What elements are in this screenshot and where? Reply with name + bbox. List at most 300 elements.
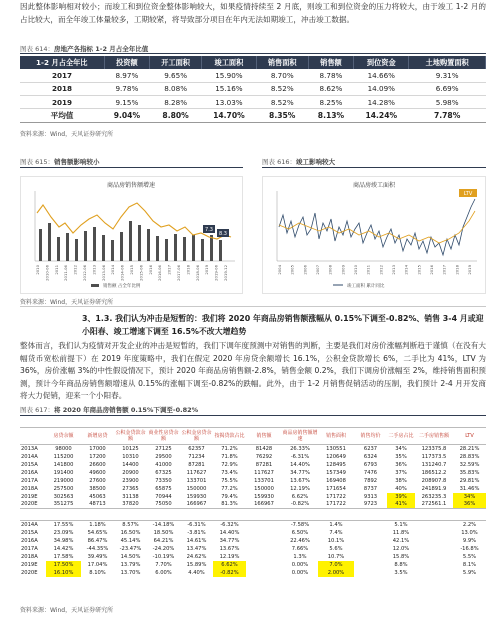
table-cell: 34% [453, 493, 486, 501]
figure-615-chart [20, 176, 243, 294]
x-tick-label: 2015 [129, 265, 134, 275]
table-cell: 131240.7 [421, 461, 447, 468]
table-cell [246, 553, 282, 561]
table-cell: 133701 [186, 477, 207, 484]
table-cell: 36% [395, 461, 407, 468]
table-cell: 39.49% [87, 553, 108, 560]
table-cell: 17.04% [87, 561, 108, 568]
bar [75, 239, 78, 261]
table-cell: 49600 [89, 469, 106, 476]
table-row [20, 96, 486, 109]
table-cell [415, 561, 453, 569]
table-cell: -6.31% [187, 521, 206, 528]
table-cell: 17.55% [53, 521, 74, 528]
table-row [20, 553, 486, 561]
table-cell: 9.31% [409, 69, 486, 82]
table-cell [354, 569, 387, 577]
table-cell: 29500 [155, 453, 172, 460]
table-cell: 1.4% [329, 521, 343, 528]
table-cell: 20900 [122, 469, 139, 476]
table-cell: 13.79% [120, 561, 141, 568]
table-cell [246, 529, 282, 537]
table-cell: 22.46% [290, 537, 310, 544]
x-tick-label: 2019 [204, 265, 210, 275]
table-cell: 79.4% [221, 493, 238, 500]
table-cell: 14.09% [354, 82, 409, 95]
table-cell: 14.70% [201, 109, 256, 122]
bar [201, 239, 204, 261]
table-cell: 31138 [122, 493, 139, 500]
bar [210, 235, 213, 261]
table-cell [415, 569, 453, 577]
table-cell: 2019E [21, 561, 38, 568]
figure-615-title: 销售额影响较小 [53, 158, 100, 166]
x-tick-label: 2009 [340, 265, 346, 275]
table-cell: 12.19% [290, 485, 310, 492]
table-cell [415, 553, 453, 561]
table-average-row [20, 109, 486, 122]
figure-617-table [20, 427, 486, 577]
figure-614-label: 图表 614： [20, 45, 54, 53]
completion-chart-svg [263, 177, 485, 293]
table-cell: 73.4% [221, 469, 238, 476]
table-cell: 2018A [21, 485, 38, 492]
table-cell: 15.89% [186, 561, 207, 568]
table-cell: 159930 [186, 493, 207, 500]
table-cell: -7.58% [290, 521, 310, 528]
table-cell: 7.66% [291, 545, 309, 552]
table-cell: 0.00% [291, 569, 309, 576]
table-cell: 5.98% [409, 96, 486, 109]
figure-616-title: 竣工影响较大 [295, 158, 335, 166]
header-cell [20, 428, 46, 445]
table-cell: 15.16% [201, 82, 256, 95]
table-row [20, 461, 486, 469]
table-row [20, 477, 486, 485]
x-tick-label: 2011 [365, 265, 371, 275]
table-cell: 1.18% [89, 521, 106, 528]
table-cell: 8.57% [122, 521, 139, 528]
header-cell: 投资额 [104, 56, 150, 69]
table-cell: 27365 [122, 485, 139, 492]
table-cell: 14.66% [354, 69, 409, 82]
table-row [20, 493, 486, 501]
table-cell: 8.35% [256, 109, 308, 122]
table-cell: 9.15% [104, 96, 150, 109]
chart-615-inner-title: 商品房销售额增速 [106, 182, 156, 189]
table-cell: 98000 [55, 445, 72, 452]
x-tick-label: 2016-06 [157, 265, 163, 281]
table-cell: 75.5% [221, 477, 238, 484]
table-cell: 26600 [89, 461, 106, 468]
header-cell: 到位资金 [354, 56, 409, 69]
table-cell: 37820 [122, 501, 139, 508]
table-header-row [20, 56, 486, 69]
bar [156, 236, 159, 261]
header-cell: 销售面积 [318, 428, 354, 445]
table-cell: 8.8% [394, 561, 408, 568]
table-cell: 257500 [53, 485, 74, 492]
x-tick-label: 2011 [53, 265, 59, 275]
intro-paragraph: 因此整体影响相对较小；而竣工和到位资金整体影响较大，如果疫情持续至 2 月底，则竣工和到位资金的压力将较大，由于竣工 1-2 月的占比较大，而全年竣工体量较多，工期较紧，将导致部分项目在年内无法如期竣工，冲击竣工数据。 [20, 2, 486, 24]
figure-616-caption [262, 157, 335, 166]
header-cell: 销售额 [246, 428, 282, 445]
table-row [20, 521, 486, 529]
bar [48, 223, 51, 261]
table-cell: 77.2% [221, 485, 238, 492]
table-row [20, 485, 486, 493]
table-cell: 166967 [186, 501, 207, 508]
x-tick-label: 2019-12 [223, 265, 228, 281]
body-paragraph: 整体而言，我们认为疫情对开发企业的冲击是短暂的，我们下调年度预测中对销售的判断，主要是我们对房价涨幅判断趋于谨慎（在没有大幅货币宽松前提下）在 2019 年度策略中，我们在假定 2020 年房贷余额增长 16.1%，公积金贷款增长 6%，二手比为 41%，LTV 为 36%，房价涨幅 3%的中性假设情况下，预计 2020 年商品房销售额-2.8%，销售金额 0.2%，我们下调房价涨幅至 2%，维持销售面积预测，预计今年商品房销售额增速从 0.15%的涨幅下调至-0.82%的跌幅。此外，由于 1-2 月销售促销活动的压制，我们预计 2-4 月开发商将大力促销，迎来一个小阳春。 [20, 341, 486, 401]
table-cell: 8.13% [308, 109, 354, 122]
x-tick-label: 2005 [289, 265, 295, 275]
table-cell: 2014A [21, 453, 38, 460]
table-cell: -6.32% [220, 521, 239, 528]
legend-swatch [91, 284, 99, 287]
table-cell: 87281 [188, 461, 205, 468]
table-cell: 34.98% [53, 537, 74, 544]
figure-614-source: 资料来源：Wind，天风证券研究所 [20, 131, 114, 138]
x-tick-label: 2006 [302, 265, 308, 275]
table-cell: 166967 [254, 501, 274, 508]
figure-616-chart [262, 176, 486, 294]
table-cell: 15.90% [201, 69, 256, 82]
table-cell: 8.80% [150, 109, 202, 122]
header-cell: 商业性房贷余额 [147, 428, 180, 445]
table-cell: 130551 [326, 445, 346, 452]
table-cell: 7.78% [409, 109, 486, 122]
table-cell: 157349 [326, 469, 346, 476]
table-cell: 17.58% [53, 553, 74, 560]
table-cell: 86.47% [87, 537, 108, 544]
sales-chart-svg [21, 177, 242, 293]
x-tick-label: 2010-06 [44, 265, 50, 281]
table-cell: 5.9% [462, 569, 477, 576]
x-tick-label: 2013-06 [100, 265, 106, 281]
table-cell: 34.77% [290, 469, 310, 476]
table-cell: 62357 [188, 445, 205, 452]
table-cell: 7476 [363, 469, 378, 476]
table-cell: -3.81% [187, 529, 206, 536]
table-row [20, 445, 486, 453]
bar [147, 229, 150, 261]
table-cell: 241891.9 [421, 485, 447, 492]
table-cell [354, 561, 387, 569]
bar [174, 234, 177, 261]
figure-617-source: 资料来源：Wind，天风证券研究所 [20, 607, 114, 614]
table-row [20, 69, 486, 82]
table-cell: 14.40% [219, 529, 240, 536]
table-cell: 13.70% [120, 569, 141, 576]
table-cell: 8.08% [150, 82, 202, 95]
table-cell: -10.19% [152, 553, 175, 560]
table-cell: 171722 [326, 501, 346, 508]
table-cell: 4.40% [188, 569, 205, 576]
table-cell: 8.70% [256, 69, 308, 82]
table-cell: 8.28% [150, 96, 202, 109]
table-row [20, 529, 486, 537]
table-cell: 208907.8 [421, 477, 447, 484]
x-tick-label: 2018 [454, 265, 460, 275]
table-cell: 272561.1 [421, 501, 447, 508]
x-tick-label: 2015 [416, 265, 422, 275]
table-cell: 117627 [186, 469, 207, 476]
table-cell: 67325 [155, 469, 172, 476]
table-cell: 171722 [326, 493, 346, 500]
table-cell: 6.50% [291, 529, 309, 536]
table-cell: 13.03% [201, 96, 256, 109]
table-cell: 14.50% [120, 553, 141, 560]
table-cell: 5.6% [329, 545, 343, 552]
table-cell: 71.2% [221, 445, 238, 452]
table-cell: 35.83% [459, 469, 480, 476]
sales-bars [39, 221, 222, 261]
table-cell: 35% [395, 453, 407, 460]
table-row [20, 537, 486, 545]
header-cell: 1-2 月占全年比 [20, 56, 104, 69]
chart-616-inner-title: 商品房竣工面积 [352, 182, 396, 189]
table-cell: 41% [387, 501, 415, 509]
table-cell: 2018 [20, 82, 104, 95]
table-cell: 37% [395, 469, 407, 476]
table-cell: 10125 [122, 445, 139, 452]
header-cell: 公积金贷款余额 [114, 428, 147, 445]
table-cell: 26.33% [290, 445, 310, 452]
bar [93, 227, 96, 261]
header-cell: 竣工面积 [201, 56, 256, 69]
x-tick-label: 2011-06 [63, 265, 69, 281]
figure-616-label: 图表 616： [262, 158, 296, 166]
table-cell: 7.4% [329, 529, 343, 536]
table-cell: -14.18% [152, 521, 175, 528]
table-cell: 17000 [89, 445, 106, 452]
table-cell: 87281 [255, 461, 273, 468]
section-heading: 3、1.3. 我们认为冲击是短暂的：我们将 2020 年商品房销售额涨幅从 0.15%下调至-0.82%、销售 3-4 月或迎小阳春、竣工增速下调至 16.5%不改大增趋势 [82, 314, 484, 336]
table-cell: 150000 [254, 485, 274, 492]
chart-616-legend: 竣工面积 累计同比 [347, 284, 385, 289]
table-cell: 41000 [155, 461, 172, 468]
x-tick-label: 2012-06 [82, 265, 87, 281]
table-cell: 2019E [21, 493, 38, 500]
table-cell: 42.1% [392, 537, 410, 544]
table-cell: 17200 [89, 453, 106, 460]
table-cell: 8.52% [256, 82, 308, 95]
table-cell [246, 537, 282, 545]
table-cell: 2016A [21, 537, 38, 544]
x-tick-label: 2019-06 [213, 265, 219, 281]
header-cell: 二手房销售额 [415, 428, 453, 445]
x-tick-label: 2004 [277, 265, 282, 275]
table-cell: 171654 [326, 485, 346, 492]
table-cell: 27600 [89, 477, 106, 484]
table-cell: 2013A [21, 445, 38, 452]
bar [192, 235, 195, 261]
table-cell: 14.24% [354, 109, 409, 122]
bar [84, 231, 87, 261]
table-cell: 9.04% [104, 109, 150, 122]
table-cell: 31.46% [459, 485, 480, 492]
figure-614-title: 房地产各指标 1-2 月占全年比值 [53, 45, 149, 53]
table-cell: 14.42% [53, 545, 74, 552]
table-cell: 9.78% [104, 82, 150, 95]
header-cell: 销售额 [308, 56, 354, 69]
table-cell: 29.81% [459, 477, 480, 484]
table-cell: 12.0% [392, 545, 410, 552]
table-cell: 23.09% [53, 529, 74, 536]
table-cell: 81.3% [221, 501, 238, 508]
bar [165, 239, 168, 261]
table-cell: 8.97% [104, 69, 150, 82]
table-cell: 123375.8 [421, 445, 447, 452]
header-cell: 商品房销售额增速 [282, 428, 318, 445]
table-cell: 9.9% [462, 537, 477, 544]
table-cell: 45063 [89, 493, 106, 500]
bar [57, 237, 60, 261]
table-cell: 6.62% [291, 493, 309, 500]
table-cell: 48713 [89, 501, 106, 508]
table-cell: 219000 [53, 477, 74, 484]
table-cell: 14.28% [354, 96, 409, 109]
table-cell: 27125 [155, 445, 172, 452]
table-cell: 9723 [363, 501, 378, 508]
figure-617-label: 图表 617： [20, 406, 54, 414]
table-cell: 351275 [53, 501, 74, 508]
table-cell: 2014A [21, 521, 38, 528]
table-cell: 6237 [363, 445, 378, 452]
table-cell: 7.0% [318, 561, 354, 569]
table-cell [354, 521, 387, 529]
table-cell: 8737 [363, 485, 378, 492]
chart-615-legend: 销售额 占全年比例 [103, 284, 141, 289]
header-cell: 土地购置面积 [409, 56, 486, 69]
table-cell: 76292 [255, 453, 273, 460]
table-cell: 2020E [21, 569, 38, 576]
table-cell: 117373.5 [421, 453, 447, 460]
table-cell: 263235.3 [421, 493, 447, 500]
table-cell [415, 545, 453, 553]
forecast-table [20, 427, 486, 577]
table-cell: 14.61% [186, 537, 207, 544]
table-cell: 6.69% [409, 82, 486, 95]
table-cell: 34.77% [219, 537, 240, 544]
figure-617-title: 将 2020 年商品房销售额 0.15%下调至-0.82% [53, 406, 199, 414]
completion-avg-line [279, 211, 475, 243]
x-tick-labels [35, 264, 228, 280]
table-cell: 2016A [21, 469, 38, 476]
table-cell: 18.50% [153, 529, 174, 536]
table-cell [354, 553, 387, 561]
table-cell: 9.65% [150, 69, 202, 82]
header-cell: 开工面积 [150, 56, 202, 69]
table-row [20, 501, 486, 509]
table-cell: 45.14% [120, 537, 141, 544]
table-row [20, 453, 486, 461]
x-tick-label: 2017 [166, 265, 172, 275]
table-cell: 7.70% [155, 561, 172, 568]
table-header-row [20, 428, 486, 445]
table-cell [354, 529, 387, 537]
bar [138, 225, 141, 261]
x-tick-label: 2016 [147, 265, 153, 275]
table-cell: 39% [387, 493, 415, 501]
x-tick-label: 2014 [403, 265, 409, 275]
table-row [20, 82, 486, 95]
header-cell: 房贷余额 [46, 428, 81, 445]
table-cell: 120649 [326, 453, 346, 460]
table-cell: 8.1% [462, 561, 477, 568]
table-cell: 5.1% [394, 521, 408, 528]
table-cell [246, 545, 282, 553]
table-cell: 1.3% [293, 553, 307, 560]
table-cell [354, 537, 387, 545]
x-tick-label: 2007 [315, 265, 320, 275]
chart-616-annotation: LTV [463, 191, 473, 197]
table-cell: 54.65% [87, 529, 108, 536]
header-cell: 公积金房贷余额 [180, 428, 213, 445]
table-cell: 5.5% [462, 553, 477, 560]
table-cell [246, 569, 282, 577]
table-cell: 71.8% [221, 453, 238, 460]
table-cell: 16.50% [120, 529, 141, 536]
x-tick-label: 2010 [353, 265, 358, 275]
table-cell: 13.47% [186, 545, 207, 552]
table-cell: 2015A [21, 529, 38, 536]
table-cell: 115200 [53, 453, 74, 460]
table-cell: 133701 [254, 477, 274, 484]
table-cell: -24.20% [152, 545, 175, 552]
x-tick-label: 2017 [441, 265, 447, 275]
figure-615-label: 图表 615： [20, 158, 54, 166]
table-cell: 72.9% [221, 461, 238, 468]
table-cell: 2017A [21, 477, 38, 484]
table-cell: 191400 [53, 469, 74, 476]
table-cell: 6324 [363, 453, 378, 460]
table-cell: 14.40% [290, 461, 310, 468]
table-cell: 12.19% [219, 553, 240, 560]
table-cell: 2020E [21, 501, 38, 508]
table-cell: 平均值 [20, 109, 104, 122]
table-row [20, 545, 486, 553]
x-tick-label: 2018-06 [194, 265, 200, 281]
table-cell [415, 529, 453, 537]
table-cell: 34% [395, 445, 407, 452]
table-cell: 70944 [155, 493, 172, 500]
table-cell: 150000 [186, 485, 207, 492]
separator-cell [20, 509, 486, 521]
table-cell: 81428 [255, 445, 273, 452]
table-cell: 2015A [21, 461, 38, 468]
table-cell: 159930 [254, 493, 274, 500]
table-cell: 73350 [155, 477, 172, 484]
bar [183, 237, 186, 261]
table-cell: 6793 [363, 461, 378, 468]
table-cell: 75050 [155, 501, 172, 508]
table-cell: 36% [453, 501, 486, 509]
x-tick-label: 2014-06 [119, 265, 125, 281]
x-tick-label: 2014 [110, 265, 116, 275]
bar-value-label: 8.3 [219, 231, 227, 237]
table-cell: 9313 [363, 493, 378, 500]
x-tick-label: 2008 [327, 265, 333, 275]
table-cell: 0.00% [291, 561, 309, 568]
x-tick-label: 2018 [185, 265, 191, 275]
table-cell: 10.1% [327, 537, 345, 544]
table-row [20, 561, 486, 569]
table-cell: 15.8% [392, 553, 410, 560]
table-cell: 141800 [53, 461, 74, 468]
table-cell: 6.62% [213, 561, 246, 569]
